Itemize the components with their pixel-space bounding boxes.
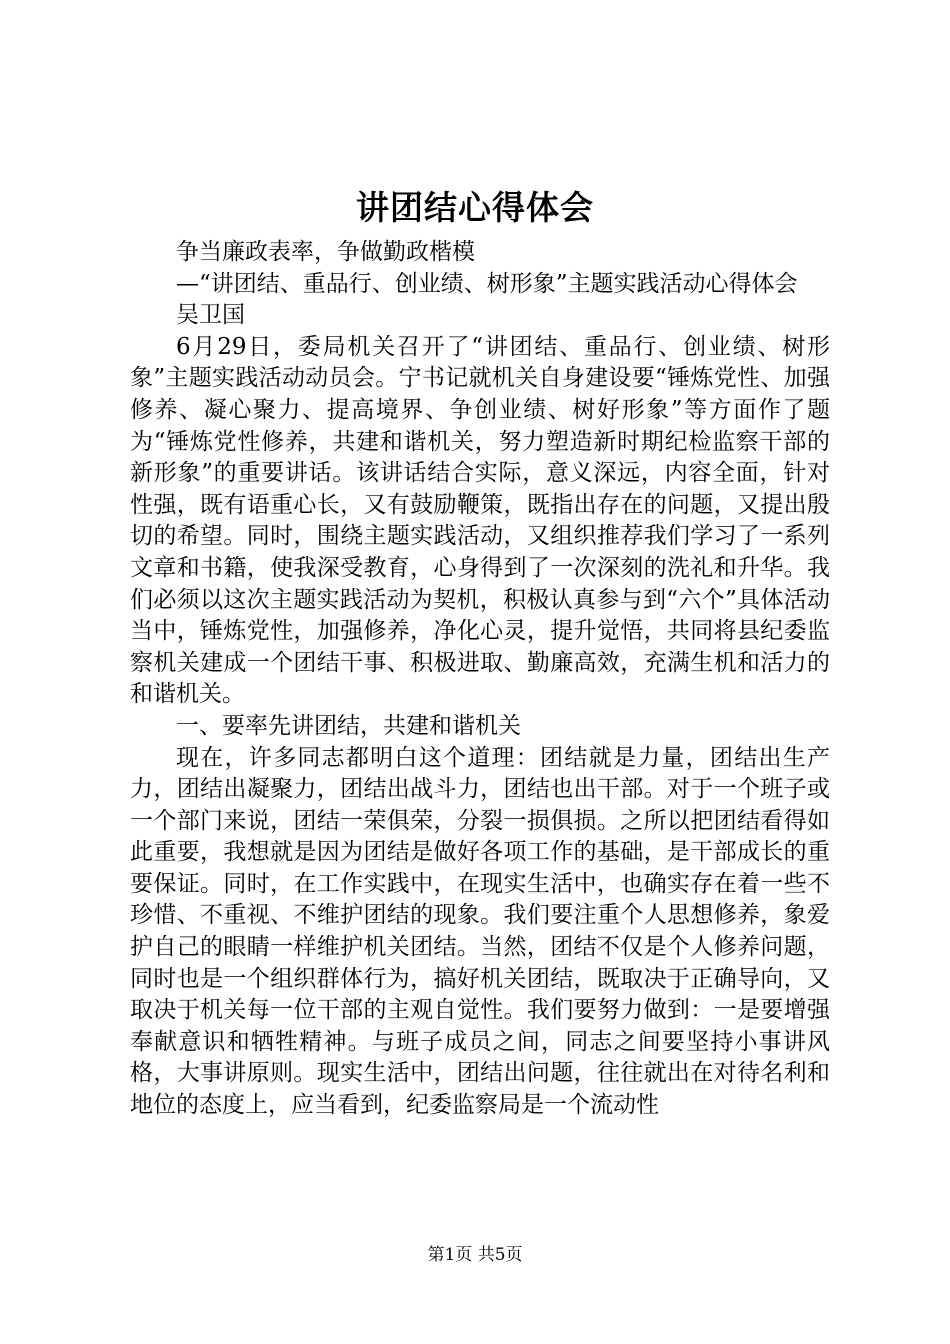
body-paragraph: 6月29日，委局机关召开了“讲团结、重品行、创业绩、树形象”主题实践活动动员会。宁书记就机关自身建设要“锤炼党性、加强修养、凝心聚力、提高境界、争创业绩、树好形象”等方面作了题为“锤炼党性修养，共建和谐机关，努力塑造新时期纪检监察干部的新形象”的重要讲话。该讲话结合实际，意义深远，内容全面，针对性强，既有语重心长，又有鼓励鞭策，既指出存在的问题，又提出殷切的希望。同时，围绕主题实践活动，又组织推荐我们学习了一系列文章和书籍，使我深受教育，心身得到了一次深刻的洗礼和升华。我们必须以这次主题实践活动为契机，积极认真参与到“六个”具体活动当中，锤炼党性，加强修养，净化心灵，提升觉悟，共同将县纪委监察机关建成一个团结干事、积极进取、勤廉高效，充满生机和活力的和谐机关。 [130, 333, 830, 708]
page-footer: 第1页 共5页 [427, 1245, 523, 1265]
section-heading: 一、要率先讲团结，共建和谐机关 [176, 712, 521, 739]
subtitle-paragraph: 争当廉政表率，争做勤政楷模 [176, 239, 475, 265]
document-body [130, 237, 830, 1122]
document-title: 讲团结心得体会 [356, 188, 594, 227]
author-paragraph: 吴卫国 [176, 302, 245, 329]
subtitle-dash-paragraph: —“讲团结、重品行、创业绩、树形象”主题实践活动心得体会 [176, 270, 798, 297]
body-paragraph: 现在，许多同志都明白这个道理：团结就是力量，团结出生产力，团结出凝聚力，团结出战斗力，团结也出干部。对于一个班子或一个部门来说，团结一荣俱荣，分裂一损俱损。之所以把团结看得如此重要，我想就是因为团结是做好各项工作的基础，是干部成长的重要保证。同时，在工作实践中，在现实生活中，也确实存在着一些不珍惜、不重视、不维护团结的现象。我们要注重个人思想修养，象爱护自己的眼睛一样维护机关团结。当然，团结不仅是个人修养问题，同时也是一个组织群体行为，搞好机关团结，既取决于正确导向，又取决于机关每一位干部的主观自觉性。我们要努力做到：一是要增强奉献意识和牺牲精神。与班子成员之间，同志之间要坚持小事讲风格，大事讲原则。现实生活中，团结出问题，往往就出在对待名利和地位的态度上，应当看到，纪委监察局是一个流动性 [130, 744, 830, 1119]
